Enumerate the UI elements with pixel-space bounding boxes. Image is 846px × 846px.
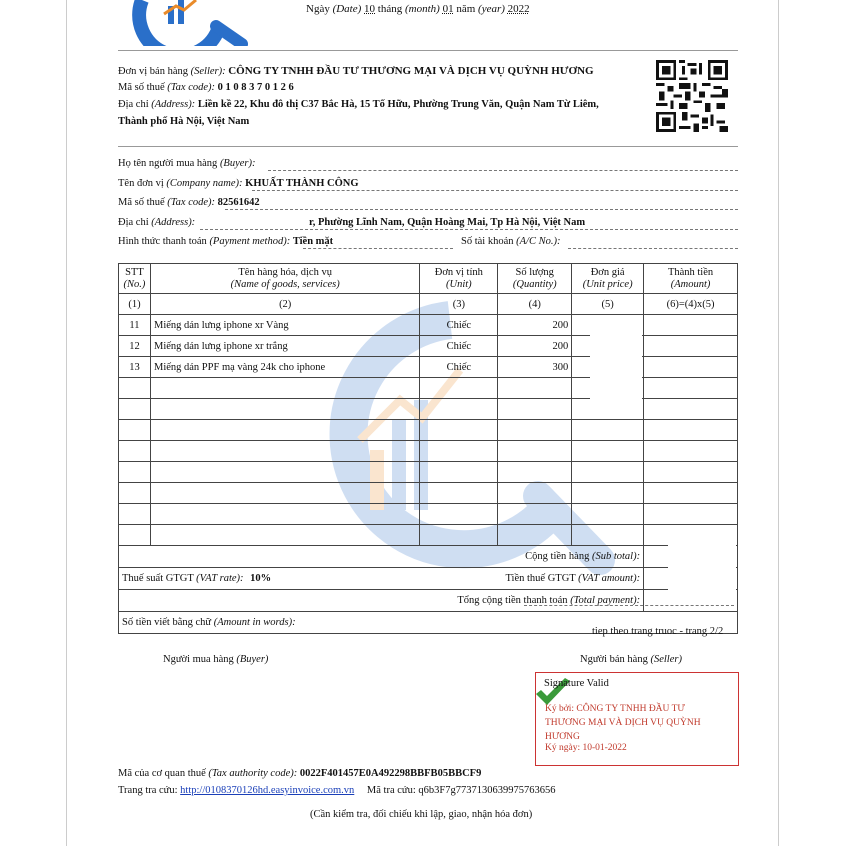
index-cell: (6)=(4)x(5)	[644, 294, 738, 315]
table-row-empty	[119, 378, 738, 399]
table-index-row	[119, 294, 738, 315]
invoice-date: Ngày (Date) 10 tháng (month) 01 năm (year) 2022	[306, 3, 530, 15]
buyer-name-row: Họ tên người mua hàng (Buyer):	[118, 158, 256, 169]
row-name: Miếng dán PPF mạ vàng 24k cho iphone	[150, 357, 419, 378]
row-unit: Chiếc	[420, 336, 498, 357]
row-name: Miếng dán lưng iphone xr trắng	[150, 336, 419, 357]
header-cell: Thành tiền (Amount)	[644, 264, 738, 294]
dotted-fill	[268, 170, 738, 171]
footer-note: (Cần kiểm tra, đối chiếu khi lập, giao, nhận hóa đơn)	[310, 809, 533, 820]
index-cell: (5)	[572, 294, 644, 315]
header-cell: Đơn vị tính (Unit)	[420, 264, 498, 294]
row-no: 12	[119, 336, 151, 357]
signed-by-text: Ký bởi: CÔNG TY TNHH ĐẦU TƯ THƯƠNG MẠI VÀ DỊCH VỤ QUỲNH HƯƠNG	[545, 704, 701, 742]
redacted-area	[590, 315, 642, 399]
signature-valid-text: Signature Valid	[544, 678, 609, 689]
subtotal-label: Cộng tiền hàng (Sub total):	[119, 546, 644, 568]
row-name: Miếng dán lưng iphone xr Vàng	[150, 315, 419, 336]
dotted-fill	[225, 209, 738, 210]
index-cell: (2)	[150, 294, 419, 315]
table-row	[119, 336, 738, 357]
subtotal-row	[119, 546, 738, 568]
dotted-fill	[200, 229, 738, 230]
table-row-empty	[119, 399, 738, 420]
divider	[118, 50, 738, 51]
buyer-address: r, Phường Lĩnh Nam, Quận Hoàng Mai, Tp Hà Nội, Việt Nam	[309, 217, 586, 228]
items-table	[118, 263, 738, 634]
company-logo	[130, 0, 250, 46]
header-cell: Đơn giá (Unit price)	[572, 264, 644, 294]
total-value	[644, 590, 738, 612]
buyer-account-row: Số tài khoản (A/C No.):	[461, 236, 561, 247]
header-cell: STT (No.)	[119, 264, 151, 294]
buyer-tax-row: Mã số thuế (Tax code): 82561642	[118, 197, 260, 208]
table-row	[119, 357, 738, 378]
buyer-company-row: Tên đơn vị (Company name): KHUẤT THÀNH CÔNG	[118, 178, 359, 189]
words-cell: Số tiền viết bằng chữ (Amount in words):	[119, 612, 738, 634]
signed-date-text: Ký ngày: 10-01-2022	[545, 743, 627, 753]
vat-cell: Thuế suất GTGT (VAT rate): 10% Tiền thuế GTGT (VAT amount):	[119, 568, 644, 590]
seller-address-row: Địa chỉ (Address): Liền kề 22, Khu đô thị C37 Bắc Hà, 15 Tố Hữu, Phường Trung Văn, Quận Nam Từ Liêm,	[118, 99, 599, 110]
row-amount	[644, 357, 738, 378]
dotted-fill	[252, 190, 738, 191]
dotted-fill	[524, 605, 734, 606]
divider	[118, 146, 738, 147]
index-cell: (4)	[498, 294, 572, 315]
redacted-area	[668, 528, 736, 590]
table-row-empty	[119, 504, 738, 525]
buyer-payment-row: Hình thức thanh toán (Payment method): Tiền mặt	[118, 236, 334, 247]
authority-code-row: Mã của cơ quan thuế (Tax authority code): 0022F401457E0A492298BBFB05BBCF9	[118, 768, 482, 779]
seller-name-row: Đơn vị bán hàng (Seller): CÔNG TY TNHH ĐẦU TƯ THƯƠNG MẠI VÀ DỊCH VỤ QUỲNH HƯƠNG	[118, 65, 594, 77]
buyer-signature-label: Người mua hàng (Buyer)	[163, 654, 269, 665]
table-row	[119, 315, 738, 336]
row-unit: Chiếc	[420, 315, 498, 336]
table-row-empty	[119, 441, 738, 462]
buyer-address-row: Địa chỉ (Address):	[118, 217, 196, 228]
seller-signature-label: Người bán hàng (Seller)	[580, 654, 682, 665]
table-header-row	[119, 264, 738, 294]
row-unit: Chiếc	[420, 357, 498, 378]
page-edge-right	[778, 0, 779, 846]
seller-address-line2: Thành phố Hà Nội, Việt Nam	[118, 116, 250, 127]
lookup-row: Trang tra cứu: http://0108370126hd.easyinvoice.com.vn Mã tra cứu: q6b3F7g7737130639975763656	[118, 785, 556, 796]
lookup-link[interactable]: http://0108370126hd.easyinvoice.com.vn	[180, 785, 355, 796]
row-amount	[644, 315, 738, 336]
table-row-empty	[119, 525, 738, 546]
vat-row	[119, 568, 738, 590]
total-row	[119, 590, 738, 612]
table-row-empty	[119, 462, 738, 483]
header-cell: Tên hàng hóa, dịch vụ (Name of goods, services)	[150, 264, 419, 294]
row-qty: 200	[498, 315, 572, 336]
qr-code	[656, 60, 728, 132]
seller-tax-row: Mã số thuế (Tax code): 0 1 0 8 3 7 0 1 2 6	[118, 82, 294, 93]
index-cell: (1)	[119, 294, 151, 315]
total-label: Tổng cộng tiền thanh toán (Total payment):	[119, 590, 644, 612]
dotted-fill	[568, 248, 738, 249]
page-edge-left	[66, 0, 67, 846]
row-amount	[644, 336, 738, 357]
table-row-empty	[119, 420, 738, 441]
header-cell: Số lượng (Quantity)	[498, 264, 572, 294]
row-qty: 300	[498, 357, 572, 378]
index-cell: (3)	[420, 294, 498, 315]
continuation-note: tiep theo trang truoc - trang 2/2	[592, 626, 724, 637]
row-no: 13	[119, 357, 151, 378]
row-no: 11	[119, 315, 151, 336]
table-row-empty	[119, 483, 738, 504]
row-qty: 200	[498, 336, 572, 357]
dotted-fill	[303, 248, 453, 249]
